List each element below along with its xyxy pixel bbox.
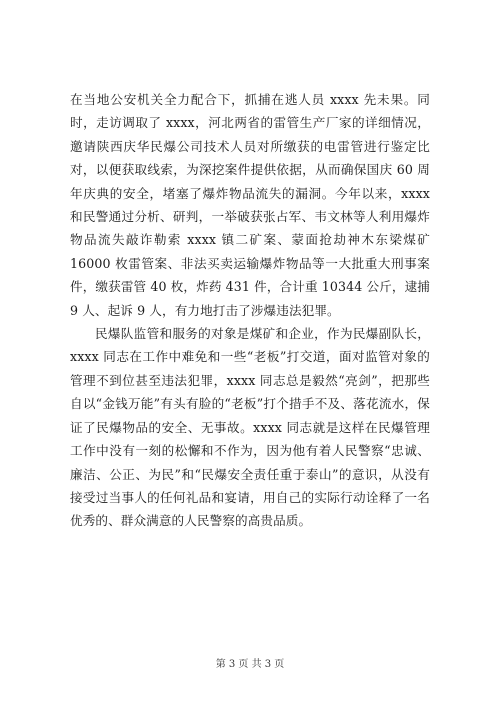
paragraph-supervision: 民爆队监管和服务的对象是煤矿和企业，作为民爆副队长，xxxx 同志在工作中难免和一些“老板”打交道，面对监管对象的管理不到位甚至违法犯罪，xxxx 同志总是毅然“亮剑”，把那些自以“金钱万能”有头有脸的“老板”打个措手不及、落花流水，保证了民爆物品的安全、无事故。xxxx 同志就是这样在民爆管理工作中没有一刻的松懈和不作为，因为他有着人民警察“忠诚、廉洁、公正、为民”和“民爆安全责任重于泰山”的意识，从没有接受过当事人的任何礼品和宴请，用自己的实际行动诠释了一名优秀的、群众满意的人民警察的高贵品质。 xyxy=(70,326,430,529)
paragraph-case-report: 在当地公安机关全力配合下，抓捕在逃人员 xxxx 先未果。同时，走访调取了 xxxx，河北两省的雷管生产厂家的详细情况，邀请陕西庆华民爆公司技术人员对所缴获的电雷管进行鉴定比对，以便获取线索，为深挖案件提供依据，从而确保国庆 60 周年庆典的安全，堵塞了爆炸物品流失的漏洞。今年以来，xxxx 和民警通过分析、研判，一举破获张占军、韦文林等人利用爆炸物品流失敲诈勒索 xxxx 镇二矿案、蒙面抢劫神木东梁煤矿 16000 枚雷管案、非法买卖运输爆炸物品等一大批重大刑事案件，缴获雷管 40 枚，炸药 431 件，合计重 10344 公斤，逮捕 9 人、起诉 9 人，有力地打击了涉爆违法犯罪。 xyxy=(70,92,430,318)
document-body xyxy=(70,88,430,533)
page-footer: 第 3 页 共 3 页 xyxy=(215,659,285,670)
